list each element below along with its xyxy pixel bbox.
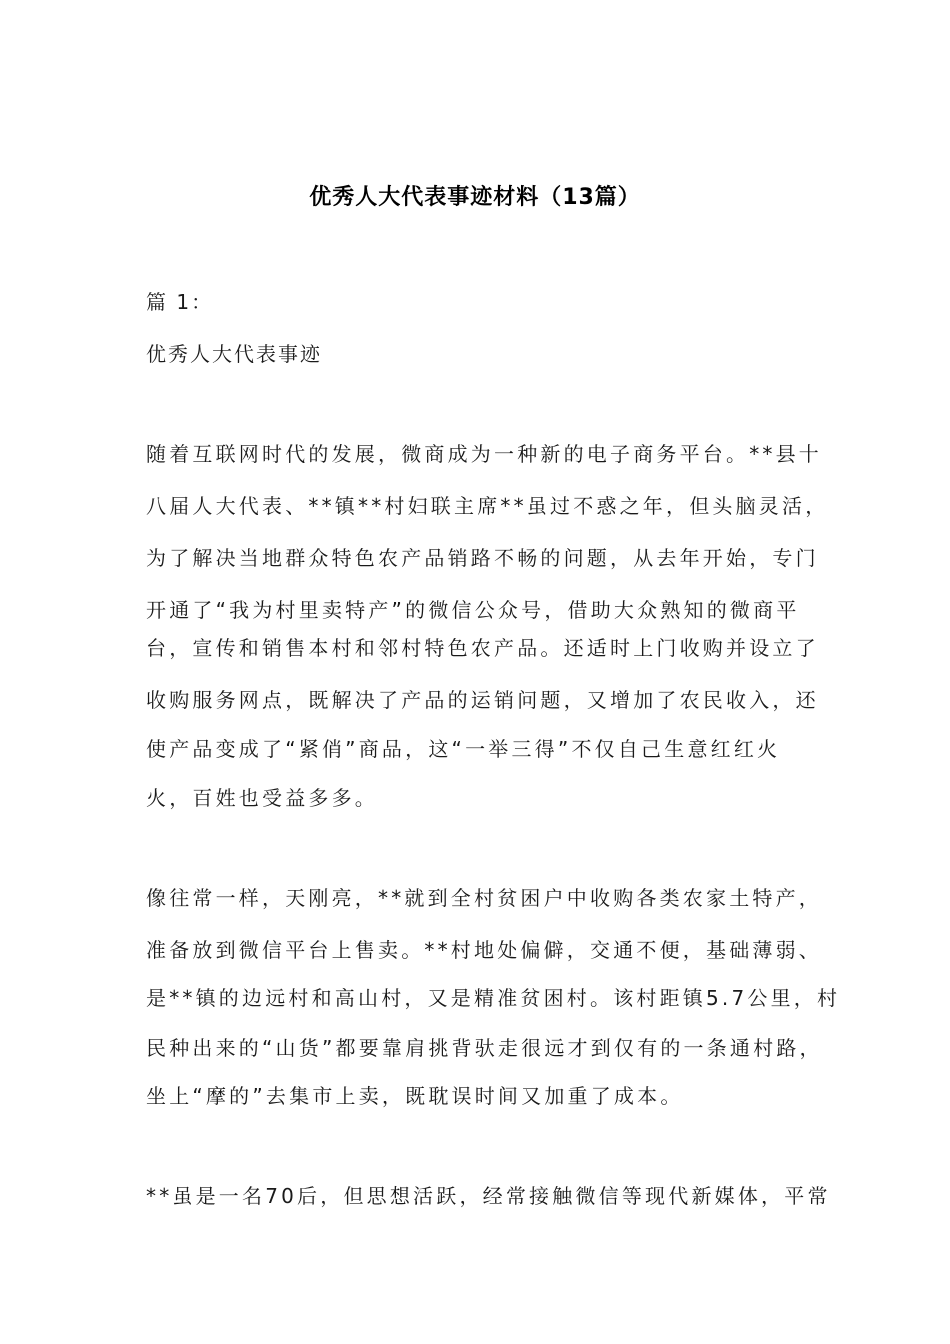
section-title: 优秀人大代表事迹 xyxy=(146,342,322,366)
section-label: 篇 1： xyxy=(146,290,214,314)
paragraph-line: 火，百姓也受益多多。 xyxy=(146,786,378,810)
paragraph-line: 民种出来的“山货”都要靠肩挑背驮走很远才到仅有的一条通村路， xyxy=(146,1036,823,1060)
paragraph-line: 台，宣传和销售本村和邻村特色农产品。还适时上门收购并设立了 xyxy=(146,636,819,660)
paragraph-line: 八届人大代表、**镇**村妇联主席**虽过不惑之年，但头脑灵活， xyxy=(146,494,829,518)
paragraph-line: 开通了“我为村里卖特产”的微信公众号，借助大众熟知的微商平 xyxy=(146,598,800,622)
paragraph-line: 收购服务网点，既解决了产品的运销问题，又增加了农民收入，还 xyxy=(146,688,819,712)
paragraph-line: 坐上“摩的”去集市上卖，既耽误时间又加重了成本。 xyxy=(146,1084,684,1108)
paragraph-line: **虽是一名70后，但思想活跃，经常接触微信等现代新媒体，平常 xyxy=(146,1184,831,1208)
paragraph-line: 随着互联网时代的发展，微商成为一种新的电子商务平台。**县十 xyxy=(146,442,822,466)
paragraph-line: 使产品变成了“紧俏”商品，这“一举三得”不仅自己生意红红火 xyxy=(146,737,781,761)
document-title: 优秀人大代表事迹材料（13篇） xyxy=(309,185,641,210)
paragraph-line: 为了解决当地群众特色农产品销路不畅的问题，从去年开始，专门 xyxy=(146,546,819,570)
paragraph-line: 是**镇的边远村和高山村，又是精准贫困村。该村距镇5.7公里，村 xyxy=(146,986,841,1010)
paragraph-line: 像往常一样，天刚亮，**就到全村贫困户中收购各类农家土特产， xyxy=(146,886,822,910)
paragraph-line: 准备放到微信平台上售卖。**村地处偏僻，交通不便，基础薄弱、 xyxy=(146,938,822,962)
